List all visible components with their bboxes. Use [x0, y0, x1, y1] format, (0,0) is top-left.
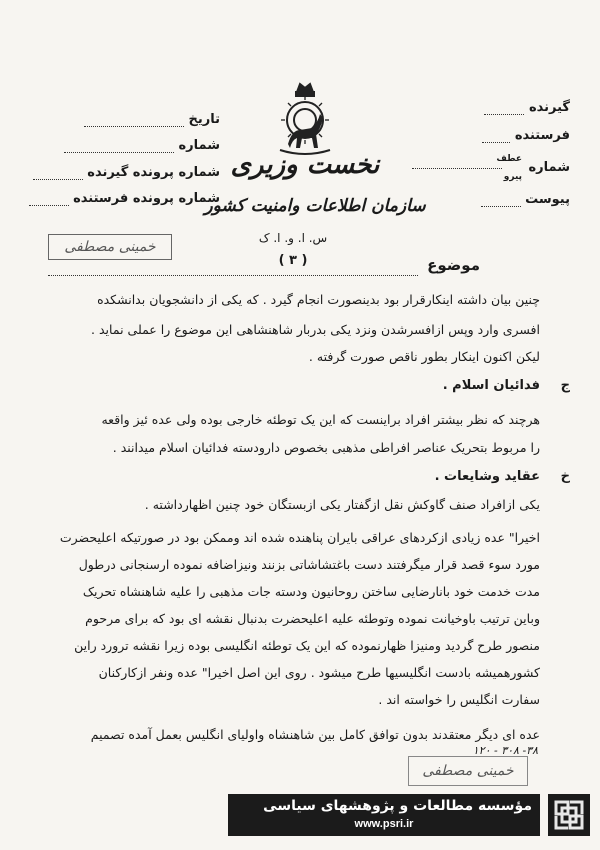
header-date: تاریخ: [40, 112, 220, 127]
footer-watermark: [228, 794, 540, 836]
header-recipient: گیرنده: [484, 100, 570, 115]
body-line-4: هرچند که نظر بیشتر افراد براینست که این یک توطئه خارجی بوده ولی عده ئیز واقعه: [101, 412, 540, 427]
header-sender-file: شماره پرونده فرستنده: [40, 191, 220, 206]
header-recipient-file: شماره پرونده گیرنده: [40, 165, 220, 180]
header-atf: عطف: [496, 154, 522, 164]
header-peyro: پیرو: [503, 172, 522, 182]
body-line-7: اخیرا" عده زیادی ازکردهای عراقی بایران پناهنده شده اند وممکن بود در صورتیکه اعلیحضرت: [59, 530, 540, 545]
header-attachment: پیوست: [481, 192, 570, 207]
institute-url: www.psri.ir: [354, 818, 414, 830]
header-left-number: شماره: [40, 138, 220, 153]
body-line-14: عده ای دیگر معتقدند بدون توافق کامل بین شاهنشاه واولیای انگلیس بعمل آمده تصمیم: [90, 727, 540, 742]
header-number: شماره: [528, 160, 570, 175]
section-kh-letter: خ: [560, 469, 570, 484]
body-line-3: لیکن اکنون اینکار بطور ناقص صورت گرفته .: [308, 349, 540, 364]
subject-label: موضوع: [427, 256, 480, 274]
document-subtitle: سازمان اطلاعات وامنیت کشور: [204, 196, 426, 216]
name-stamp-top: خمینی مصطفی: [48, 234, 172, 260]
subject-line: [48, 275, 418, 276]
body-line-10: وباین ترتیب باوخیانت نموده وتوطئه علیه اعلیحضرت بدنبال نقشه ای بود که برای مرحوم: [85, 611, 540, 626]
section-kh-title: عقاید وشایعات .: [434, 469, 540, 484]
body-line-5: را مربوط بتحریک عناصر افراطی مذهبی بخصوص دارودسته فدائیان اسلام میدانند .: [112, 440, 540, 455]
body-line-6: یکی ازافراد صنف گاوکش نقل ازگفتار یکی ازبستگان خود چنین اظهارداشته .: [144, 497, 540, 512]
agency-code: س. ا. و. ا. ک: [258, 231, 328, 245]
body-line-9: مدت خدمت خود بانارضایی ساختن روحانیون ودسته جات مذهبی را علیه شاهنشاه تحریک: [82, 584, 540, 599]
header-number-line: [412, 168, 502, 169]
header-sender: فرستنده: [482, 128, 570, 143]
body-line-1: چنین بیان داشته اینکارقرار بود بدینصورت انجام گیرد . که یکی از دانشجویان بدانشکده: [97, 292, 540, 307]
archive-code: ۳۸- ۳۰۸ - ۱۲۰: [472, 744, 538, 757]
body-line-2: افسری وارد وپس ازافسرشدن ونزد یکی بدربار شاهنشاهی این موضوع را عملی نماید .: [91, 322, 540, 337]
body-line-8: مورد سوء قصد قرار میگرفتند دست باغتشاشاتی بزنند ونیزاضافه نموده ارسنجانی درطول: [78, 557, 540, 572]
body-line-12: کشورهمیشه بادست انگلیسیها طرح میشود . روی این اصل اخیرا" عده ونفر ازکارکنان: [98, 665, 540, 680]
document-title: نخست وزیری: [230, 150, 380, 180]
institute-logo-icon: [548, 794, 590, 836]
body-line-13: سفارت انگلیس را خواسته اند .: [378, 692, 540, 707]
name-stamp-bottom: خمینی مصطفی: [408, 756, 528, 786]
lion-and-sun-emblem-icon: [270, 78, 340, 158]
section-j-letter: ج: [560, 378, 570, 393]
section-j-title: فدائیان اسلام .: [442, 378, 540, 393]
page-number: ( ۳ ): [278, 253, 308, 268]
institute-name: مؤسسه مطالعات و پژوهشهای سیاسی: [263, 798, 532, 814]
body-line-11: منصور طرح گردید ومنیزا ظهارنموده که این یک توطئه انگلیسی بوده زیرا نقشه ترورد راین: [74, 638, 540, 653]
